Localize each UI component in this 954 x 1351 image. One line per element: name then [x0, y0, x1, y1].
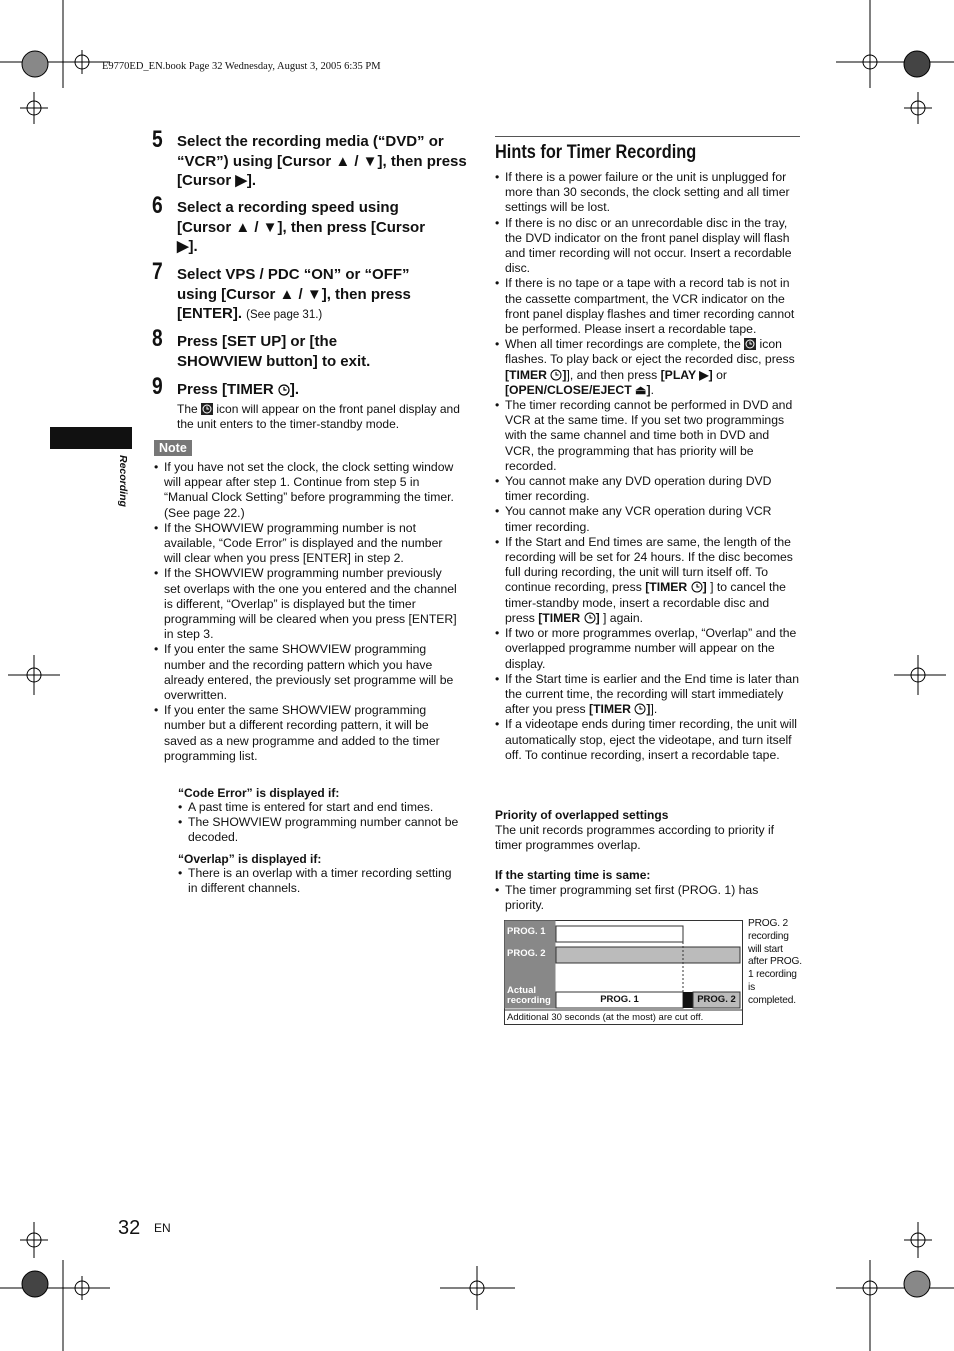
list-item: • The SHOWVIEW programming number cannot be decoded. — [178, 815, 459, 845]
step-text: Press [SET UP] or [the SHOWVIEW button] to exit. — [177, 333, 371, 370]
bar-prog2-label: PROG. 2 — [697, 994, 736, 1005]
note-section — [154, 460, 459, 896]
step-number: 7 — [152, 258, 163, 285]
list-item: • If there is no tape or a tape with a record tab is not in the cassette compartment, the VCR indicator on the front panel display flashes and timer recording cannot be performed. Please insert a recordable tape. — [495, 276, 800, 337]
page-number: 32 — [118, 1217, 141, 1239]
step-number: 6 — [152, 192, 163, 219]
list-item: • If the Start and End times are same, the length of the recording will be set for 24 hours. If the disc becomes full during recording, the unit will turn itself off. To continue recording, press [TIMER ] ] to cancel the timer-standby mode, insert a recordable disc and press [TIMER ] ] again. — [495, 535, 800, 626]
starting-heading: If the starting time is same: — [495, 867, 651, 882]
sidebar-label: Recording — [117, 455, 129, 507]
list-item: • A past time is entered for start and end times. — [178, 800, 459, 815]
timer-icon — [691, 581, 703, 593]
list-item: • If you have not set the clock, the clock setting window will appear after step 1. Continue from step 5 in “Manual Clock Setting” before programming the timer. (See page 22.) — [154, 460, 459, 521]
label-prog1: PROG. 1 — [507, 926, 546, 937]
list-item: • If there is a power failure or the unit is unplugged for more than 30 seconds, the clock setting and all timer settings will be lost. — [495, 170, 800, 216]
priority-section — [495, 808, 800, 913]
starting-list — [495, 883, 800, 913]
hints-section — [495, 170, 800, 763]
list-item: • If you enter the same SHOWVIEW programming number but a different recording pattern, it will be saved as a new programme and added to the timer programming list. — [154, 703, 459, 764]
step-text: Press [TIMER ]. — [177, 381, 300, 398]
bar-prog1-label: PROG. 1 — [600, 994, 639, 1005]
label-prog2: PROG. 2 — [507, 948, 546, 959]
list-item: • You cannot make any DVD operation during DVD timer recording. — [495, 474, 800, 504]
step-number: 8 — [152, 325, 163, 352]
list-item: • If the SHOWVIEW programming number previously set overlaps with the one you entered and the channel is different, “Overlap” is displayed but the timer programming will be cleared when you press [ENTER] in step 3. — [154, 566, 459, 642]
hints-list — [495, 170, 800, 763]
step-text: Select the recording media (“DVD” or “VCR”) using [Cursor ▲ / ▼], then press [Cursor ▶]. — [177, 133, 467, 189]
list-item: • The timer recording cannot be performed in DVD and VCR at the same time. If you set two programmings with the same channel and time both in DVD and VCR, the programming that has priority will be recorded. — [495, 398, 800, 474]
list-item: • The timer programming set first (PROG. 1) has priority. — [495, 883, 800, 913]
timer-icon — [278, 384, 290, 396]
list-item: • When all timer recordings are complete, the icon flashes. To play back or eject the recorded disc, press [TIMER ]], and then press [PLAY ▶] or [OPEN/CLOSE/EJECT ⏏]. — [495, 337, 800, 398]
diagram-footer: Additional 30 seconds (at the most) are cut off. — [507, 1012, 704, 1023]
priority-heading: Priority of overlapped settings — [495, 808, 669, 822]
list-item: • If the SHOWVIEW programming number is not available, “Code Error” is displayed and the number will clear when you press [ENTER] in step 2. — [154, 521, 459, 567]
step-text: Select VPS / PDC “ON” or “OFF” using [Cursor ▲ / ▼], then press [ENTER]. (See page 31.) — [177, 266, 411, 322]
note-list — [154, 460, 459, 764]
timer-standby-icon — [201, 403, 213, 415]
section-title: Hints for Timer Recording — [495, 142, 697, 163]
list-item: • If the Start time is earlier and the End time is later than the current time, the recording will start immediately after you press [TIMER ]]. — [495, 672, 800, 718]
overlap-list — [178, 866, 459, 896]
step-text: Select a recording speed using [Cursor ▲ / ▼], then press [Cursor ▶]. — [177, 199, 426, 255]
title-rule — [495, 136, 800, 137]
print-header: E9770ED_EN.book Page 32 Wednesday, August 3, 2005 6:35 PM — [102, 61, 381, 72]
step-description: The icon will appear on the front panel display and the unit enters to the timer-standby mode. — [177, 402, 460, 431]
step-number: 5 — [152, 126, 163, 153]
note-badge: Note — [154, 440, 192, 456]
code-error-list — [178, 800, 459, 846]
step-number: 9 — [152, 373, 163, 400]
priority-text: The unit records programmes according to priority if timer programmes overlap. — [495, 823, 775, 853]
list-item: • If you enter the same SHOWVIEW programming number and the recording pattern which you have already entered, the previously set programme will be overwritten. — [154, 642, 459, 703]
list-item: • If there is no disc or an unrecordable disc in the tray, the DVD indicator on the front panel display will flash and timer recording will not occur. Insert a recordable disc. — [495, 216, 800, 277]
diagram-side-note: PROG. 2 recording will start after PROG. 1 recording is completed. — [748, 918, 802, 1006]
code-error-heading: “Code Error” is displayed if: — [178, 786, 340, 801]
timer-standby-icon — [744, 338, 756, 350]
overlap-heading: “Overlap” is displayed if: — [178, 851, 322, 866]
timer-icon — [634, 703, 646, 715]
list-item: • You cannot make any VCR operation during VCR timer recording. — [495, 504, 800, 534]
sidebar-tab — [50, 427, 132, 449]
timer-icon — [550, 369, 562, 381]
timer-icon — [584, 612, 596, 624]
overlap-diagram — [504, 920, 744, 1025]
list-item: • If a videotape ends during timer recording, the unit will automatically stop, eject the videotape, and turn itself off. To continue recording, insert a recordable tape. — [495, 717, 800, 763]
list-item: • There is an overlap with a timer recording setting in different channels. — [178, 866, 459, 896]
list-item: • If two or more programmes overlap, “Overlap” and the overlapped programme number will appear on the display. — [495, 626, 800, 672]
page-language: EN — [154, 1221, 171, 1235]
label-actual-recording: Actual recording — [507, 985, 551, 1006]
